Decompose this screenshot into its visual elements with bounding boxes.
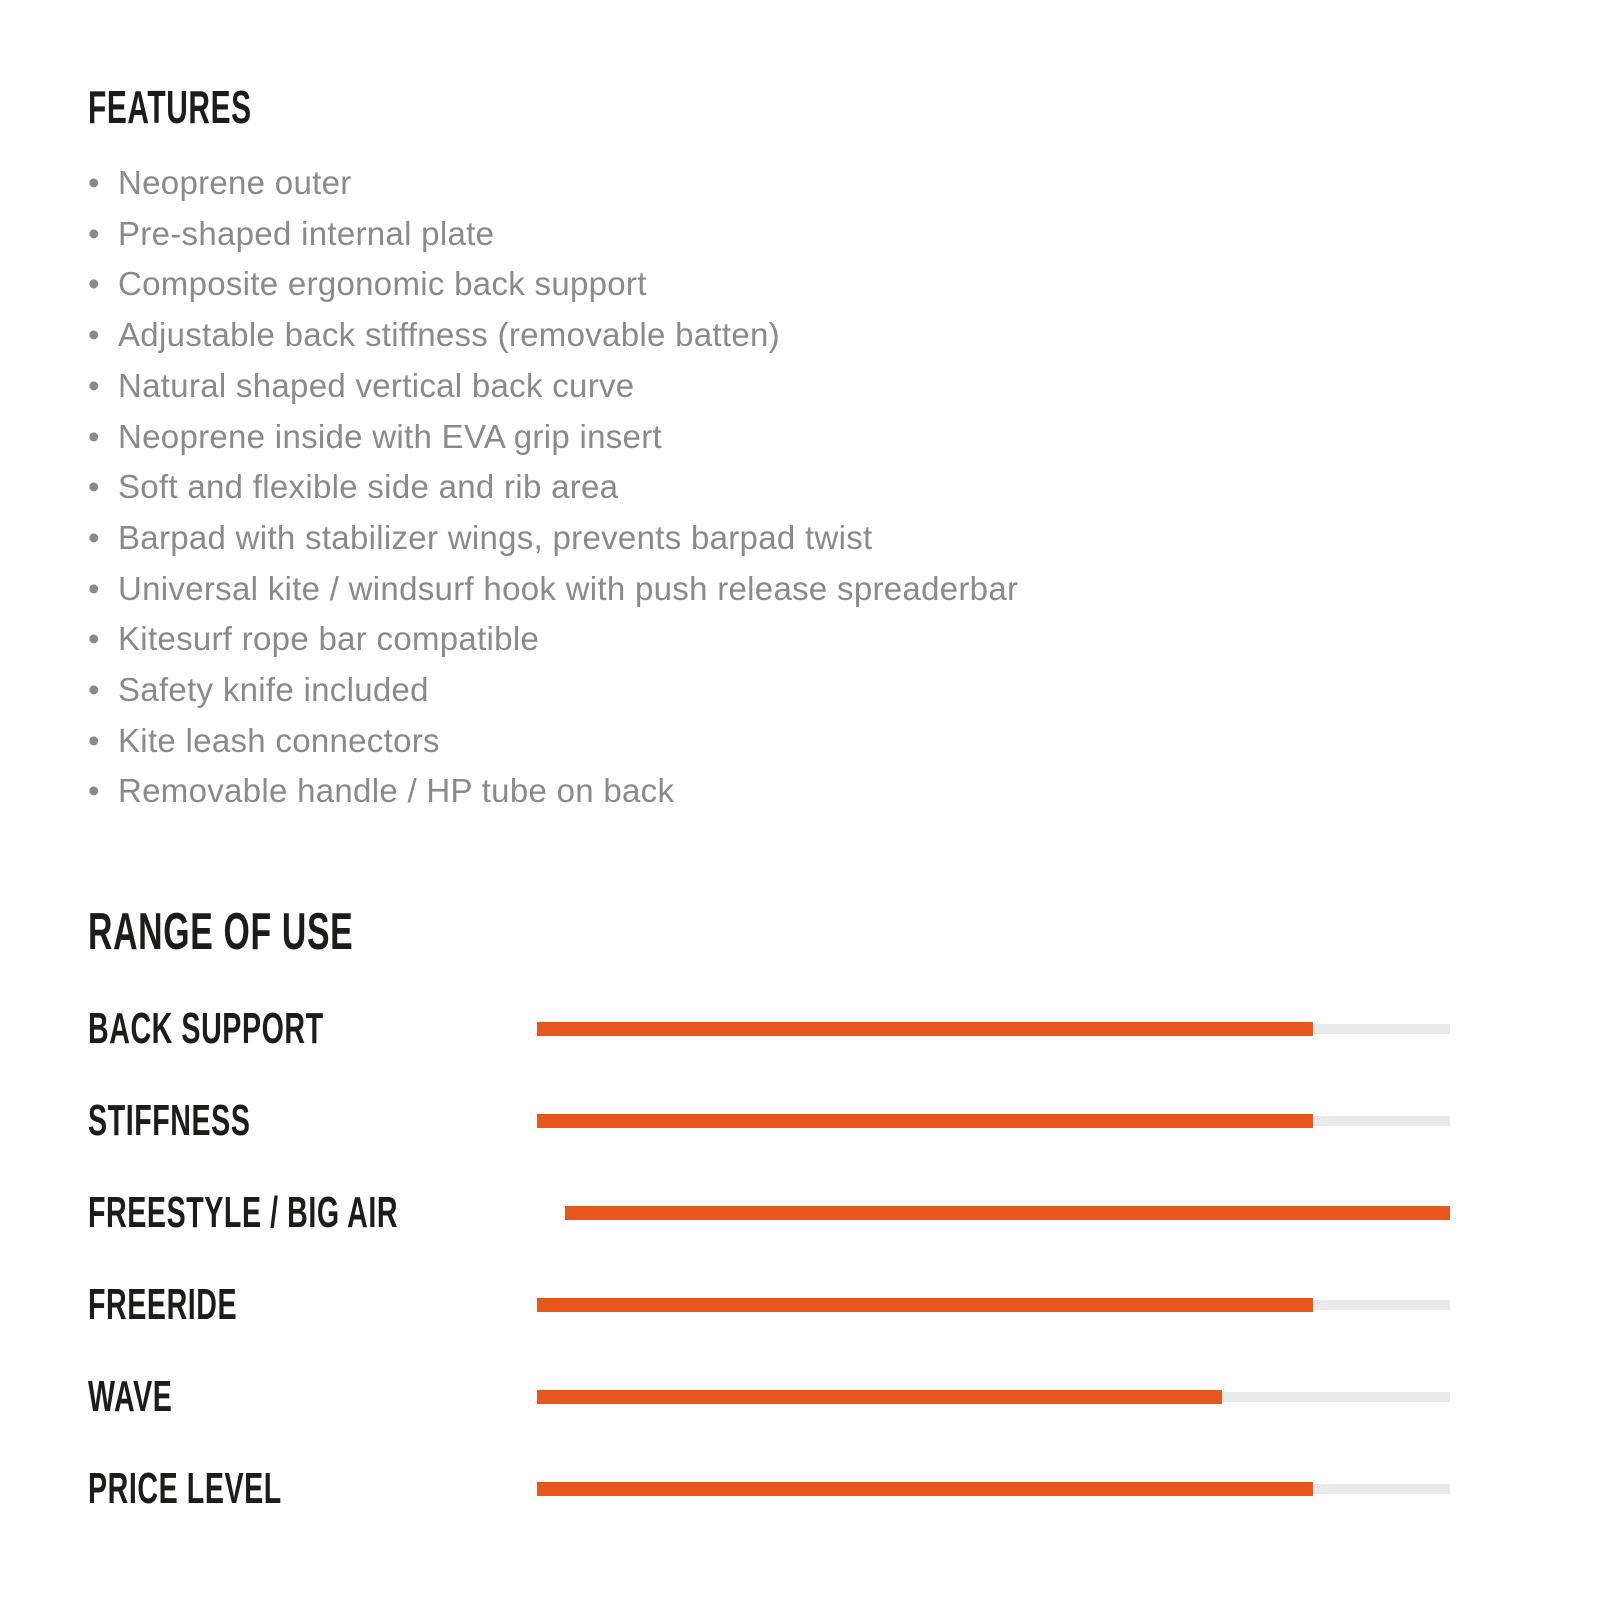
bullet-icon: • [88,164,100,201]
range-of-use-heading-text: RANGE OF USE [88,903,354,961]
feature-text: Neoprene outer [118,164,352,201]
bullet-icon: • [88,366,100,404]
features-heading-text: FEATURES [88,81,252,133]
rating-label: FREERIDE [88,1280,238,1329]
rating-row [88,1075,1450,1167]
bullet-icon: • [88,468,100,506]
feature-text: Removable handle / HP tube on back [118,772,675,810]
feature-text: Universal kite / windsurf hook with push release spreaderbar [118,569,1019,607]
bullet-icon: • [88,671,100,709]
rating-row [88,1259,1450,1351]
feature-item [88,361,1018,412]
feature-item [88,462,1018,513]
feature-text: Kite leash connectors [118,721,440,759]
rating-bar-fill [565,1206,1450,1220]
feature-item [88,716,1018,767]
feature-text: Neoprene inside with EVA grip insert [118,417,662,455]
feature-text: Composite ergonomic back support [118,265,647,303]
feature-item [88,614,1018,665]
rating-label-cell [88,1464,537,1513]
rating-bar-fill [537,1022,1313,1036]
bullet-icon: • [88,265,100,303]
feature-text: Pre-shaped internal plate [118,214,495,252]
bullet-icon: • [88,620,100,658]
feature-text: Natural shaped vertical back curve [118,366,635,404]
rating-bar-fill [537,1390,1222,1404]
rating-bar-track [537,1300,1450,1310]
feature-item [88,665,1018,716]
feature-text: Kitesurf rope bar compatible [118,620,540,658]
bullet-icon: • [88,721,100,759]
rating-row [88,1351,1450,1443]
rating-label: BACK SUPPORT [88,1004,324,1053]
rating-bar-track [537,1024,1450,1034]
feature-item [88,513,1018,564]
range-of-use-ratings [88,983,1450,1535]
rating-bar-track [537,1116,1450,1126]
feature-text: Soft and flexible side and rib area [118,468,619,506]
rating-bar-fill [537,1114,1313,1128]
rating-bar-fill [537,1298,1313,1312]
feature-item [88,412,1018,463]
range-of-use-heading [88,903,496,961]
rating-label-cell [88,1188,565,1237]
rating-bar-fill [537,1482,1313,1496]
features-heading [88,81,340,133]
rating-bar-track [565,1208,1450,1218]
feature-text: Barpad with stabilizer wings, prevents barpad twist [118,518,873,556]
rating-label: STIFFNESS [88,1096,251,1145]
bullet-icon: • [88,518,100,556]
feature-item [88,564,1018,615]
feature-item [88,766,1018,817]
rating-row [88,1167,1450,1259]
rating-row [88,983,1450,1075]
bullet-icon: • [88,772,100,810]
bullet-icon: • [88,569,100,607]
rating-label-cell [88,1280,537,1329]
feature-text: Adjustable back stiffness (removable batten) [118,316,780,354]
features-list [88,158,1018,817]
rating-label: FREESTYLE / BIG AIR [88,1188,399,1237]
rating-label-cell [88,1372,537,1421]
feature-text: Safety knife included [118,671,429,709]
rating-row [88,1443,1450,1535]
feature-item [88,310,1018,361]
rating-label-cell [88,1096,537,1145]
rating-label-cell [88,1004,537,1053]
feature-item [88,259,1018,310]
bullet-icon: • [88,316,100,354]
bullet-icon: • [88,214,100,252]
rating-label: PRICE LEVEL [88,1464,282,1513]
bullet-icon: • [88,417,100,455]
rating-label: WAVE [88,1372,173,1421]
rating-bar-track [537,1392,1450,1402]
feature-item [88,158,1018,209]
rating-bar-track [537,1484,1450,1494]
feature-item [88,209,1018,260]
